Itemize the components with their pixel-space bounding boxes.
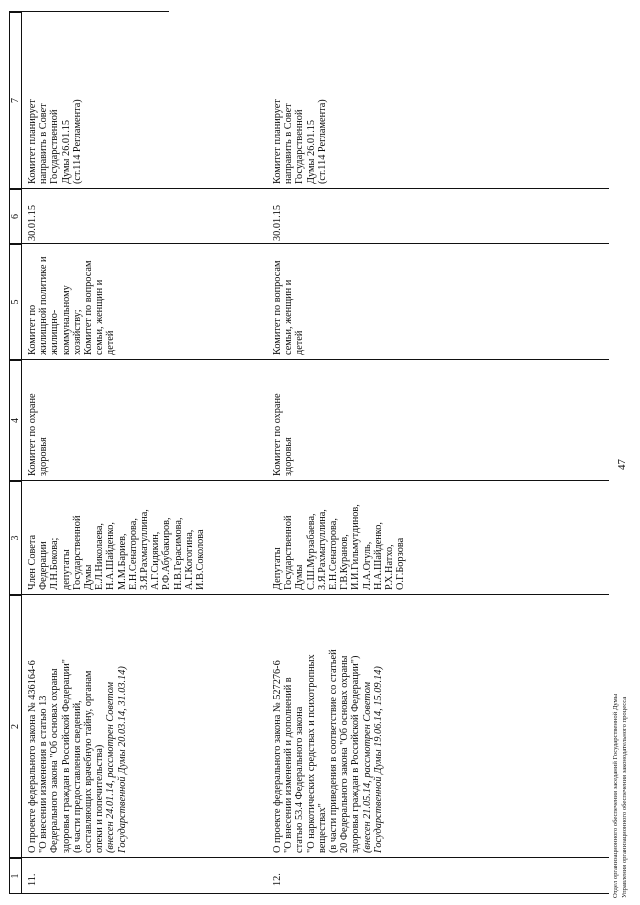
column-rule — [9, 893, 609, 894]
row-12-authors: Депутаты Государственной Думы С.Ш.Мурзабаева, З.Я.Рахматуллина, Е.Н.Сенаторова, Г.В.Куранов, И.И.Гильмутдинов, Л.А.Огуль, Н.А.Шайденко, Р.Х.Натхо, О.Г.Борзова — [272, 504, 407, 590]
page-number: 47 — [616, 459, 628, 470]
column-header-6: 6 — [9, 189, 22, 244]
column-rule — [9, 857, 609, 858]
row-11-authors: Член Совета Федерации Л.Н.Бокова; депутаты Государственной Думы Е.Л.Николаева, Н.А.Шайденко, М.М.Бариев, Е.Н.Сенаторова, З.Я.Рахматуллина, А.Г.Сидякин, Р.Ф.Абубакиров, Н.В.Герасимова, А.Г.Когогина, И.В.Соколова — [27, 509, 207, 590]
row-12-date: 30.01.15 — [272, 204, 283, 241]
column-header-2: 2 — [9, 595, 22, 858]
row-11-number: 11. — [27, 873, 38, 886]
row-11-lead-committee: Комитет по охране здоровья — [27, 393, 50, 476]
row-12-number: 12. — [272, 873, 283, 886]
column-rule — [9, 480, 609, 481]
row-11-date: 30.01.15 — [27, 204, 38, 241]
column-header-7: 7 — [9, 12, 22, 189]
footer-line: Управления организационного обеспечения законодательного процесса — [621, 696, 628, 898]
column-rule — [9, 594, 609, 595]
column-rule — [9, 243, 609, 244]
column-header-1: 1 — [9, 858, 22, 894]
column-header-4: 4 — [9, 360, 22, 481]
column-header-5: 5 — [9, 244, 22, 360]
row-12-bill-title: О проекте федерального закона № 527276-6 "О внесении изменений и дополнений в статью 53.4 Федерального закона "О наркотических средствах и психотропных веществах" (в части приведения в соответствие со статьей 20 Федерального закона "Об основах охраны здоровья граждан в Российской Федерации") (внесен 21.05.14, рассмотрен Советом Государственной Думы 19.06.14, 15.09.14) — [272, 649, 384, 853]
row-11-bill-title: О проекте федерального закона № 436164-6 "О внесении изменения в статью 13 Федерального закона "Об основах охраны здоровья граждан в Российской Федерации" (в части предоставления сведений, составляющих врачебную тайну, органам опеки и попечительства) (внесен 24.01.14, рассмотрен Советом Государственной Думы 20.03.14, 31.03.14) — [27, 659, 128, 853]
row-12-note: Комитет планирует направить в Совет Государственной Думы 26.01.15 (ст.114 Регламента) — [272, 99, 328, 184]
column-header-3: 3 — [9, 481, 22, 595]
column-rule — [9, 188, 609, 189]
row-12-co-committees: Комитет по вопросам семьи, женщин и детей — [272, 260, 306, 355]
row-11-co-committees: Комитет по жилищной политике и жилищно- коммунальному хозяйству; Комитет по вопросам семьи, женщин и детей — [27, 256, 117, 355]
column-rule — [9, 11, 169, 12]
row-12-lead-committee: Комитет по охране здоровья — [272, 393, 295, 476]
row-11-note: Комитет планирует направить в Совет Государственной Думы 26.01.15 (ст.114 Регламента) — [27, 99, 83, 184]
column-rule — [9, 359, 609, 360]
footer-line: Отдел организационного обеспечения заседаний Государственной Думы — [612, 693, 619, 898]
